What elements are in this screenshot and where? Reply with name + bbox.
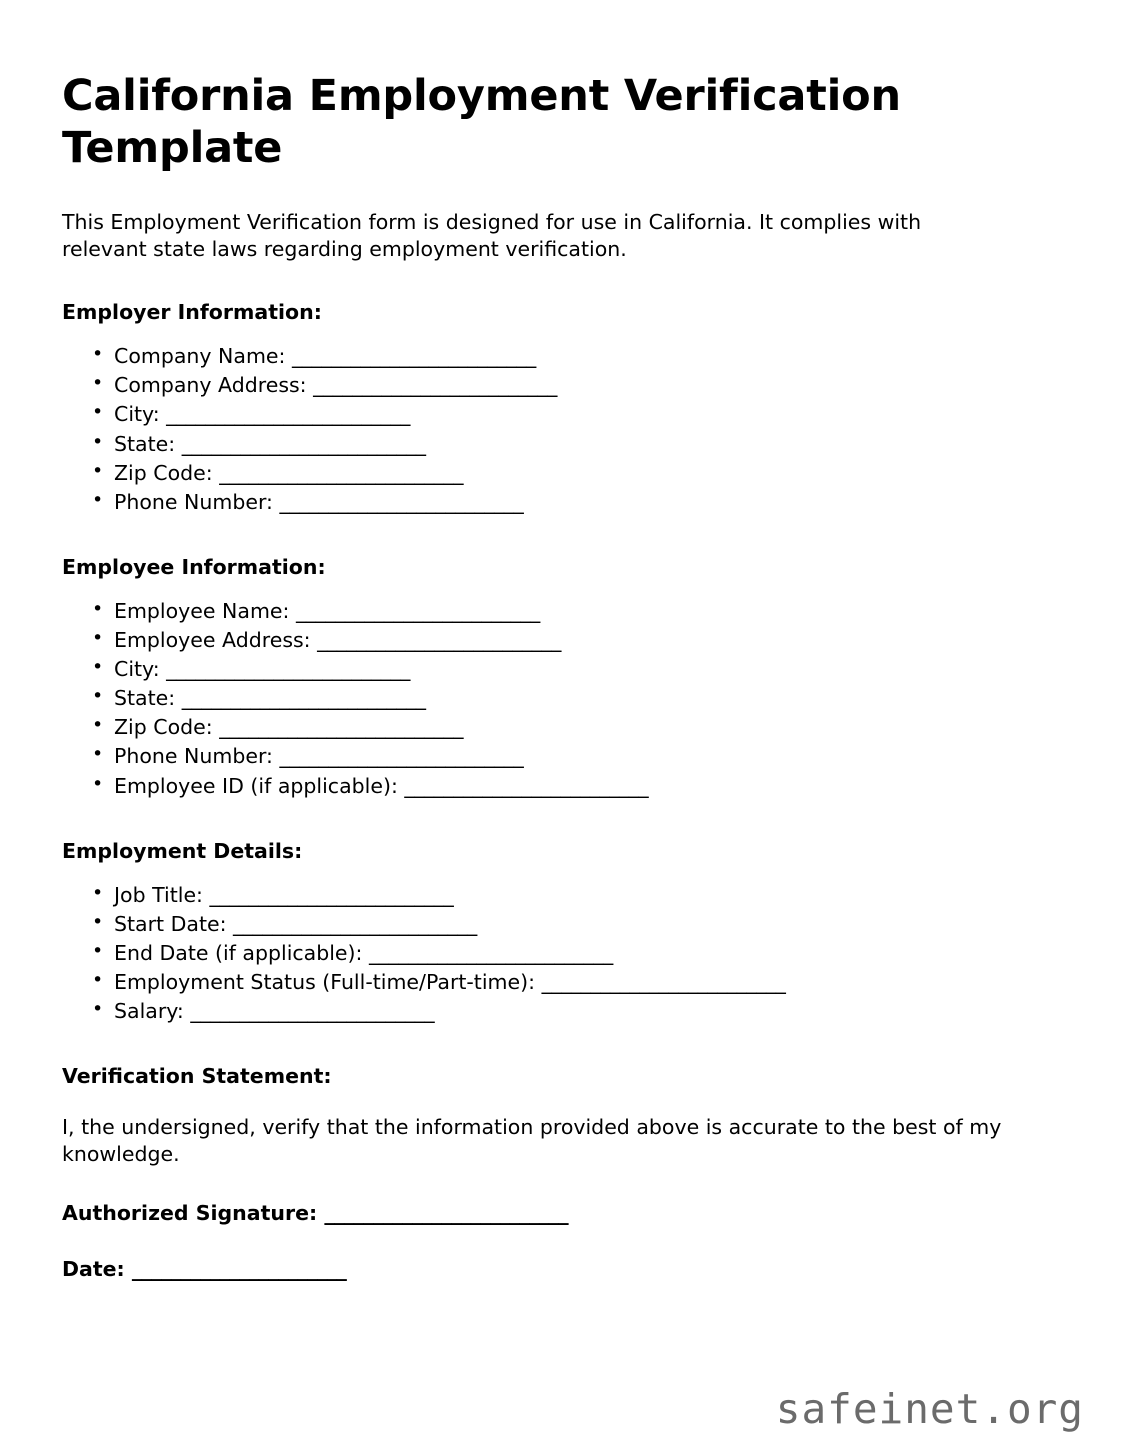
list-item [114,459,1062,488]
date-line [62,1257,1062,1281]
field-blank[interactable]: _________________________ [541,969,786,994]
field-blank[interactable]: _________________________ [209,882,454,907]
list-item [114,968,1062,997]
list-item [114,430,1062,459]
page-title: California Employment Verification Template [62,71,901,174]
field-blank[interactable]: _________________________ [233,911,477,936]
field-label: Company Name: [114,344,292,369]
date-blank[interactable]: ______________________ [131,1257,347,1282]
field-blank[interactable]: _________________________ [219,460,463,485]
field-list-employment-details [62,881,1062,1027]
field-blank[interactable]: _________________________ [166,657,410,682]
watermark: safeinet.org [775,1385,1084,1433]
field-label: City: [114,657,167,682]
field-label: Phone Number: [114,744,280,769]
field-label: Job Title: [114,882,210,907]
field-blank[interactable]: _________________________ [295,598,540,623]
authorized-signature-label: Authorized Signature: [62,1201,325,1226]
field-blank[interactable]: _________________________ [404,773,649,798]
section-heading-verification-statement: Verification Statement: [62,1064,332,1089]
authorized-signature-blank[interactable]: _________________________ [324,1201,569,1226]
field-label: Employment Status (Full-time/Part-time): [114,969,542,994]
field-label: Company Address: [114,373,314,398]
list-item [114,910,1062,939]
field-label: Employee Address: [114,627,318,652]
list-item [114,772,1062,801]
field-label: Employee ID (if applicable): [114,773,405,798]
field-label: Start Date: [114,911,234,936]
field-label: City: [114,402,167,427]
field-blank[interactable]: _________________________ [279,744,524,769]
field-label: Zip Code: [114,715,220,740]
field-blank[interactable]: _________________________ [279,489,524,514]
field-blank[interactable]: _________________________ [181,431,426,456]
list-item [114,997,1062,1026]
list-item [114,626,1062,655]
field-label: Employee Name: [114,598,296,623]
intro-paragraph: This Employment Verification form is designed for use in California. It complies with relevant state laws regarding employment verification. [62,209,922,261]
field-blank[interactable]: _________________________ [181,686,426,711]
list-item [114,371,1062,400]
list-item [114,400,1062,429]
list-item [114,684,1062,713]
field-blank[interactable]: _________________________ [219,715,463,740]
section-heading-employment-details: Employment Details: [62,838,303,863]
list-item [114,597,1062,626]
section-heading-employee-information: Employee Information: [62,554,326,579]
verification-statement-text: I, the undersigned, verify that the information provided above is accurate to the best of my knowledge. [62,1115,1002,1166]
field-label: End Date (if applicable): [114,940,369,965]
field-blank[interactable]: _________________________ [190,999,435,1024]
list-item [114,742,1062,771]
list-item [114,713,1062,742]
field-label: State: [114,686,182,711]
list-item [114,881,1062,910]
section-heading-employer-information: Employer Information: [62,300,322,325]
field-blank[interactable]: _________________________ [317,627,561,652]
field-label: Zip Code: [114,460,220,485]
field-blank[interactable]: _________________________ [313,373,557,398]
list-item [114,939,1062,968]
field-label: State: [114,431,182,456]
field-blank[interactable]: _________________________ [368,940,613,965]
field-blank[interactable]: _________________________ [291,344,536,369]
date-label: Date: [62,1257,132,1282]
list-item [114,342,1062,371]
field-label: Phone Number: [114,489,280,514]
list-item [114,488,1062,517]
list-item [114,655,1062,684]
authorized-signature-line [62,1201,1062,1225]
field-blank[interactable]: _________________________ [166,402,410,427]
field-label: Salary: [114,999,191,1024]
field-list-employer-information [62,342,1062,517]
field-list-employee-information [62,597,1062,801]
